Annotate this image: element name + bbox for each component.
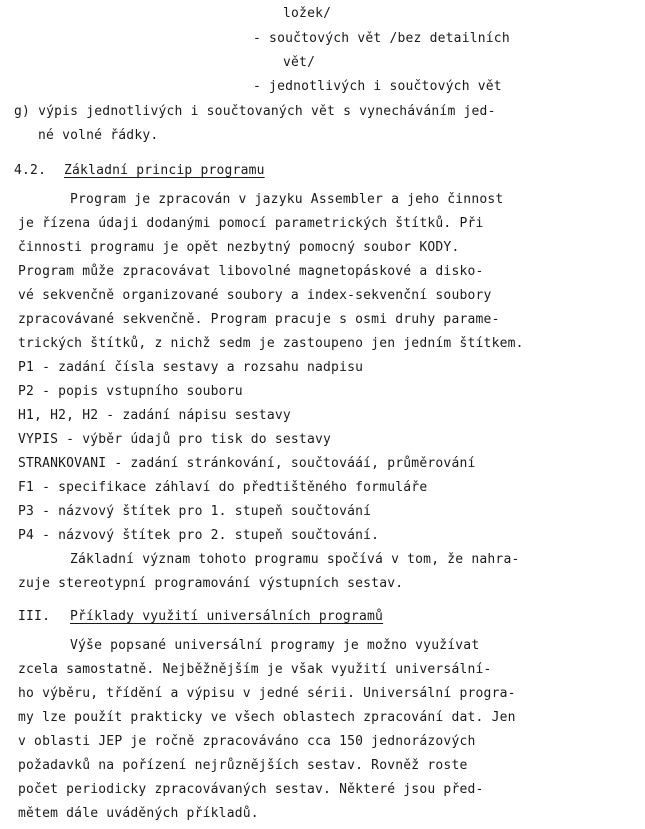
paragraph-line: my lze použít prakticky ve všech oblastech zpracování dat. Jen [18,710,516,725]
paragraph-line: je řízena údaji dodanými pomocí parametrických štítků. Při [18,216,484,231]
section-title: Základní princip programu [64,163,265,178]
item-g-line: né volné řádky. [38,128,159,143]
section-number: 4.2. [14,163,47,178]
param-line: VYPIS - výběr údajů pro tisk do sestavy [18,432,332,447]
paragraph-line: zcela samostatně. Nejběžnějším je však využití universální- [18,662,492,677]
param-line: F1 - specifikace záhlaví do předtištěného formuláře [18,480,428,495]
paragraph-line: Program může zpracovávat libovolné magnetopáskové a disko- [18,264,484,279]
item-g-line: g) výpis jednotlivých i součtovaných vět s vynecháváním jed- [14,104,496,119]
paragraph-line: požadavků na pořízení nejrůznějších sestav. Rovněž roste [18,758,468,773]
paragraph-line: trických štítků, z nichž sedm je zastoupeno jen jedním štítkem. [18,336,524,351]
list-line: - jednotlivých i součtových vět [253,79,502,94]
paragraph-line: činnosti programu je opět nezbytný pomocný soubor KODY. [18,240,460,255]
param-line: P3 - názvový štítek pro 1. stupeň součtování [18,504,372,519]
paragraph-line: Výše popsané universální programy je možno využívat [70,638,480,653]
paragraph-line: Základní význam tohoto programu spočívá v tom, že nahra- [70,552,520,567]
param-line: P4 - názvový štítek pro 2. stupeň součtování. [18,528,380,543]
list-line: - součtových vět /bez detailních [253,31,510,46]
paragraph-line: zpracovávané sekvenčně. Program pracuje s osmi druhy parame- [18,312,500,327]
paragraph-line: Program je zpracován v jazyku Assembler a jeho činnost [70,192,504,207]
param-line: P2 - popis vstupního souboru [18,384,243,399]
param-line: H1, H2, H2 - zadání nápisu sestavy [18,408,291,423]
param-line: STRANKOVANI - zadání stránkování, součtovááí, průměrování [18,456,476,471]
list-line: vět/ [283,55,316,70]
paragraph-line: počet periodicky zpracovávaných sestav. Některé jsou před- [18,782,484,797]
param-line: P1 - zadání čísla sestavy a rozsahu nadpisu [18,360,364,375]
paragraph-line: ho výběru, třídění a výpisu v jedné sérii. Universální progra- [18,686,516,701]
paragraph-line: zuje stereotypní programování výstupních sestav. [18,576,404,591]
paragraph-line: mětem dále uváděných příkladů. [18,806,259,821]
paragraph-line: v oblasti JEP je ročně zpracováváno cca 150 jednorázových [18,734,476,749]
section-title: Příklady využití universálních programů [70,609,384,624]
section-number: III. [18,609,51,624]
paragraph-line: vé sekvenčně organizované soubory a index-sekvenční soubory [18,288,492,303]
list-line: ložek/ [283,6,332,21]
